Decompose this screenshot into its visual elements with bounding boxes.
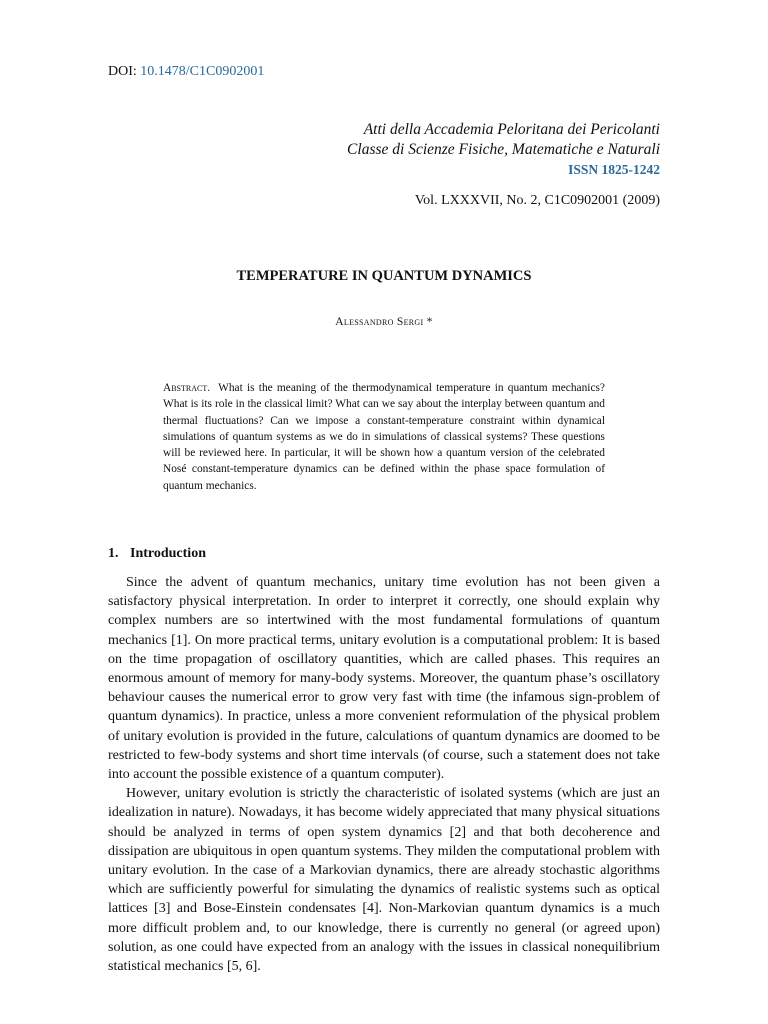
paragraph: However, unitary evolution is strictly the characteristic of isolated systems (which are just an idealization in nature). Nowadays, it has become widely appreciated that many physical situations should be analyzed in terms of open system dynamics [2] and that both decoherence and dissipation are ubiquitous in open quantum systems. They milden the computational problem with unitary evolution. In the case of a Markovian dynamics, there are already stochastic algorithms which are sufficiently powerful for simulating the dynamics of realistic systems such as optical lattices [3] and Bose-Einstein condensates [4]. Non-Markovian quantum dynamics is a much more difficult problem and, to our knowledge, there is currently no general (or agreed upon) solution, as one could have expected from an analogy with the issues in classical nonequilibrium statistical mechanics [5, 6]. bbox=[108, 786, 660, 975]
doi-line bbox=[108, 64, 264, 80]
section-heading bbox=[108, 546, 206, 562]
doi-label: DOI: bbox=[108, 64, 137, 79]
author: Alessandro Sergi * bbox=[335, 316, 433, 328]
abstract-text: What is the meaning of the thermodynamical temperature in quantum mechanics? What is its role in the classical limit? What can we say about the interplay between quantum and thermal fluctuations? Can we impose a constant-temperature constraint within dynamical simulations of quantum systems as we do in simulations of classical systems? These questions will be reviewed here. In particular, it will be shown how a quantum version of the celebrated Nosé constant-temperature dynamics can be defined within the phase space formulation of quantum mechanics. bbox=[163, 382, 605, 492]
journal-name: Atti della Accademia Peloritana dei Pericolanti bbox=[363, 121, 660, 138]
paper-title: TEMPERATURE IN QUANTUM DYNAMICS bbox=[236, 268, 532, 284]
section-number: 1. bbox=[108, 546, 119, 561]
issn: ISSN 1825-1242 bbox=[568, 162, 660, 177]
journal-info bbox=[347, 120, 660, 180]
abstract bbox=[163, 380, 605, 494]
abstract-label: Abstract. bbox=[163, 382, 211, 394]
journal-class: Classe di Scienze Fisiche, Matematiche e Naturali bbox=[347, 141, 660, 158]
section-title: Introduction bbox=[130, 546, 206, 561]
section-body bbox=[108, 573, 660, 976]
doi-link[interactable]: 10.1478/C1C0902001 bbox=[140, 64, 265, 79]
paragraph: Since the advent of quantum mechanics, unitary time evolution has not been given a satisfactory physical interpretation. In order to interpret it correctly, one should explain why complex numbers are so intertwined with the most fundamental formulations of quantum mechanics [1]. On more practical terms, unitary evolution is a computational problem: It is based on the time propagation of oscillatory quantities, which are called phases. This requires an enormous amount of memory for many-body systems. Moreover, the quantum phase’s oscillatory behaviour causes the numerical error to grow very fast with time (the infamous sign-problem of quantum dynamics). In practice, unless a more convenient reformulation of the physical problem of unitary evolution is provided in the future, calculations of quantum dynamics are doomed to be restricted to few-body systems and short time intervals (of course, such a statement does not take into account the possible existence of a quantum computer). bbox=[108, 575, 660, 783]
volume-info: Vol. LXXXVII, No. 2, C1C0902001 (2009) bbox=[414, 193, 660, 208]
